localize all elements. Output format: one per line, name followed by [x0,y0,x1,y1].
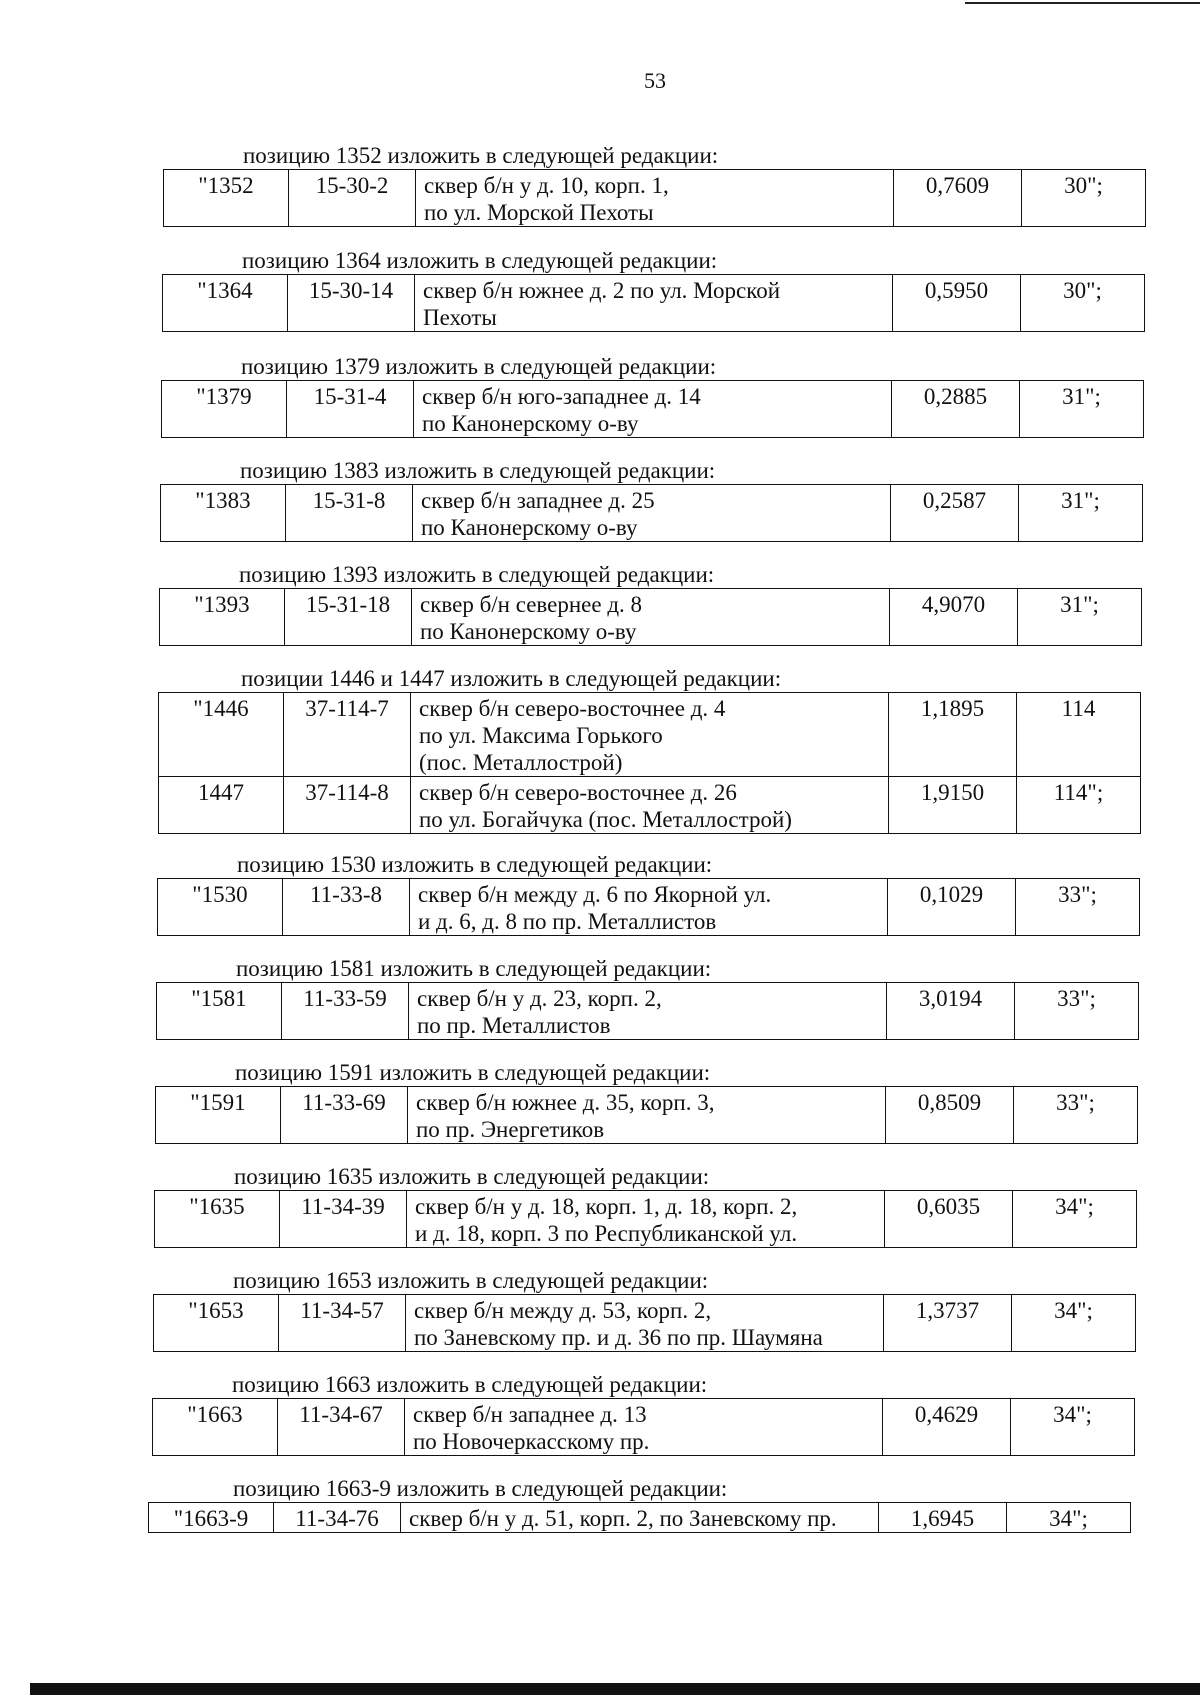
reference-cell: 31"; [1020,381,1144,438]
area-cell: 3,0194 [887,983,1015,1040]
description-cell [408,1087,886,1144]
object-code-cell: 15-31-4 [287,381,414,438]
reference-cell: 33"; [1015,983,1139,1040]
object-code-cell: 37-114-7 [284,693,411,777]
table-row [149,1503,1131,1533]
position-number-cell: "1663 [153,1399,278,1456]
description-line: по пр. Металлистов [417,1013,611,1038]
object-code-cell: 15-31-18 [285,589,412,646]
position-table [157,878,1140,936]
position-number-cell: "1653 [154,1295,279,1352]
description-cell [414,381,892,438]
description-line: и д. 18, корп. 3 по Республиканской ул. [415,1221,798,1246]
position-number-cell: "1591 [156,1087,281,1144]
table-row [153,1399,1135,1456]
area-cell: 1,9150 [889,777,1017,834]
table-row [155,1191,1137,1248]
description-cell [407,1191,885,1248]
table-row [163,275,1145,332]
description-line: по Канонерскому о-ву [420,619,637,644]
amendment-caption: позицию 1663 изложить в следующей редакции: [232,1372,708,1397]
position-number-cell: "1635 [155,1191,280,1248]
description-cell [410,879,888,936]
amendment-caption: позицию 1635 изложить в следующей редакции: [234,1164,710,1189]
area-cell: 0,7609 [894,170,1022,227]
description-line: сквер б/н у д. 18, корп. 1, д. 18, корп. 2, [415,1194,798,1219]
position-table [152,1398,1135,1456]
reference-cell: 30"; [1021,275,1145,332]
position-number-cell: "1446 [159,693,284,777]
description-line: сквер б/н у д. 23, корп. 2, [417,986,662,1011]
bottom-scan-edge [30,1683,1200,1695]
description-cell [415,275,893,332]
position-table [163,169,1146,227]
amendment-caption: позицию 1352 изложить в следующей редакции: [243,143,719,168]
page-number: 53 [644,68,666,93]
reference-cell: 34"; [1007,1503,1131,1533]
table-row [154,1295,1136,1352]
position-table [162,274,1145,332]
position-number-cell: "1530 [158,879,283,936]
amendment-caption: позицию 1383 изложить в следующей редакции: [240,458,716,483]
description-line: по ул. Богайчука (пос. Металлострой) [419,807,792,832]
description-line: сквер б/н северо-восточнее д. 26 [419,780,737,805]
position-table [148,1502,1131,1533]
position-table [159,588,1142,646]
area-cell: 0,4629 [883,1399,1011,1456]
table-row [161,485,1143,542]
description-cell [409,983,887,1040]
object-code-cell: 11-34-67 [278,1399,405,1456]
description-line: по Заневскому пр. и д. 36 по пр. Шаумяна [414,1325,823,1350]
object-code-cell: 11-33-8 [283,879,410,936]
description-line: сквер б/н южнее д. 2 по ул. Морской [423,278,781,303]
area-cell: 0,2587 [891,485,1019,542]
area-cell: 0,2885 [892,381,1020,438]
description-line: по Новочеркасскому пр. [413,1429,650,1454]
description-line: сквер б/н южнее д. 35, корп. 3, [416,1090,715,1115]
description-line: сквер б/н у д. 51, корп. 2, по Заневскому пр. [409,1506,837,1531]
table-row [157,983,1139,1040]
reference-cell: 34"; [1013,1191,1137,1248]
table-row [162,381,1144,438]
object-code-cell: 15-30-2 [289,170,416,227]
reference-cell: 31"; [1019,485,1143,542]
amendment-caption: позицию 1591 изложить в следующей редакции: [235,1060,711,1085]
position-table [154,1190,1137,1248]
description-line: (пос. Металлострой) [419,750,623,775]
description-cell [405,1399,883,1456]
description-cell [411,693,889,777]
description-line: сквер б/н севернее д. 8 [420,592,643,617]
description-cell [413,485,891,542]
position-table [161,380,1144,438]
description-line: по Канонерскому о-ву [422,411,639,436]
area-cell: 0,5950 [893,275,1021,332]
amendment-caption: позицию 1581 изложить в следующей редакции: [236,956,712,981]
description-line: по пр. Энергетиков [416,1117,605,1142]
description-cell [401,1503,879,1533]
description-line: по ул. Максима Горького [419,723,663,748]
object-code-cell: 11-34-39 [280,1191,407,1248]
area-cell: 4,9070 [890,589,1018,646]
position-number-cell: "1663-9 [149,1503,274,1533]
position-table [158,692,1141,834]
reference-cell: 114"; [1017,777,1141,834]
amendment-caption: позицию 1379 изложить в следующей редакции: [241,354,717,379]
table-row [159,693,1141,777]
position-number-cell: "1379 [162,381,287,438]
area-cell: 1,3737 [884,1295,1012,1352]
amendment-caption: позиции 1446 и 1447 изложить в следующей редакции: [241,666,782,691]
description-cell [406,1295,884,1352]
reference-cell: 33"; [1016,879,1140,936]
object-code-cell: 11-34-76 [274,1503,401,1533]
description-line: сквер б/н у д. 10, корп. 1, [424,173,669,198]
object-code-cell: 11-33-59 [282,983,409,1040]
area-cell: 1,1895 [889,693,1017,777]
table-row [156,1087,1138,1144]
position-number-cell: "1383 [161,485,286,542]
description-line: сквер б/н западнее д. 25 [421,488,655,513]
reference-cell: 34"; [1012,1295,1136,1352]
description-line: сквер б/н между д. 53, корп. 2, [414,1298,712,1323]
position-table [156,982,1139,1040]
area-cell: 0,1029 [888,879,1016,936]
position-table [153,1294,1136,1352]
description-cell [412,589,890,646]
area-cell: 0,6035 [885,1191,1013,1248]
description-line: сквер б/н юго-западнее д. 14 [422,384,701,409]
description-cell [416,170,894,227]
amendment-caption: позицию 1663-9 изложить в следующей редакции: [233,1476,728,1501]
object-code-cell: 15-30-14 [288,275,415,332]
position-number-cell: "1581 [157,983,282,1040]
position-table [155,1086,1138,1144]
position-number-cell: "1364 [163,275,288,332]
amendment-caption: позицию 1393 изложить в следующей редакции: [239,562,715,587]
position-number-cell: 1447 [159,777,284,834]
object-code-cell: 15-31-8 [286,485,413,542]
table-row [164,170,1146,227]
description-line: и д. 6, д. 8 по пр. Металлистов [418,909,717,934]
reference-cell: 31"; [1018,589,1142,646]
object-code-cell: 11-33-69 [281,1087,408,1144]
amendment-caption: позицию 1653 изложить в следующей редакции: [233,1268,709,1293]
position-number-cell: "1352 [164,170,289,227]
amendment-caption: позицию 1364 изложить в следующей редакции: [242,248,718,273]
amendment-caption: позицию 1530 изложить в следующей редакции: [237,852,713,877]
object-code-cell: 37-114-8 [284,777,411,834]
reference-cell: 34"; [1011,1399,1135,1456]
area-cell: 1,6945 [879,1503,1007,1533]
description-line: по Канонерскому о-ву [421,515,638,540]
description-line: сквер б/н между д. 6 по Якорной ул. [418,882,772,907]
reference-cell: 33"; [1014,1087,1138,1144]
object-code-cell: 11-34-57 [279,1295,406,1352]
description-line: сквер б/н западнее д. 13 [413,1402,647,1427]
reference-cell: 30"; [1022,170,1146,227]
description-line: сквер б/н северо-восточнее д. 4 [419,696,726,721]
table-row [158,879,1140,936]
area-cell: 0,8509 [886,1087,1014,1144]
position-number-cell: "1393 [160,589,285,646]
position-table [160,484,1143,542]
top-rule [965,2,1200,4]
description-cell [411,777,889,834]
table-row [159,777,1141,834]
description-line: по ул. Морской Пехоты [424,200,654,225]
table-row [160,589,1142,646]
description-line: Пехоты [423,305,497,330]
reference-cell: 114 [1017,693,1141,777]
